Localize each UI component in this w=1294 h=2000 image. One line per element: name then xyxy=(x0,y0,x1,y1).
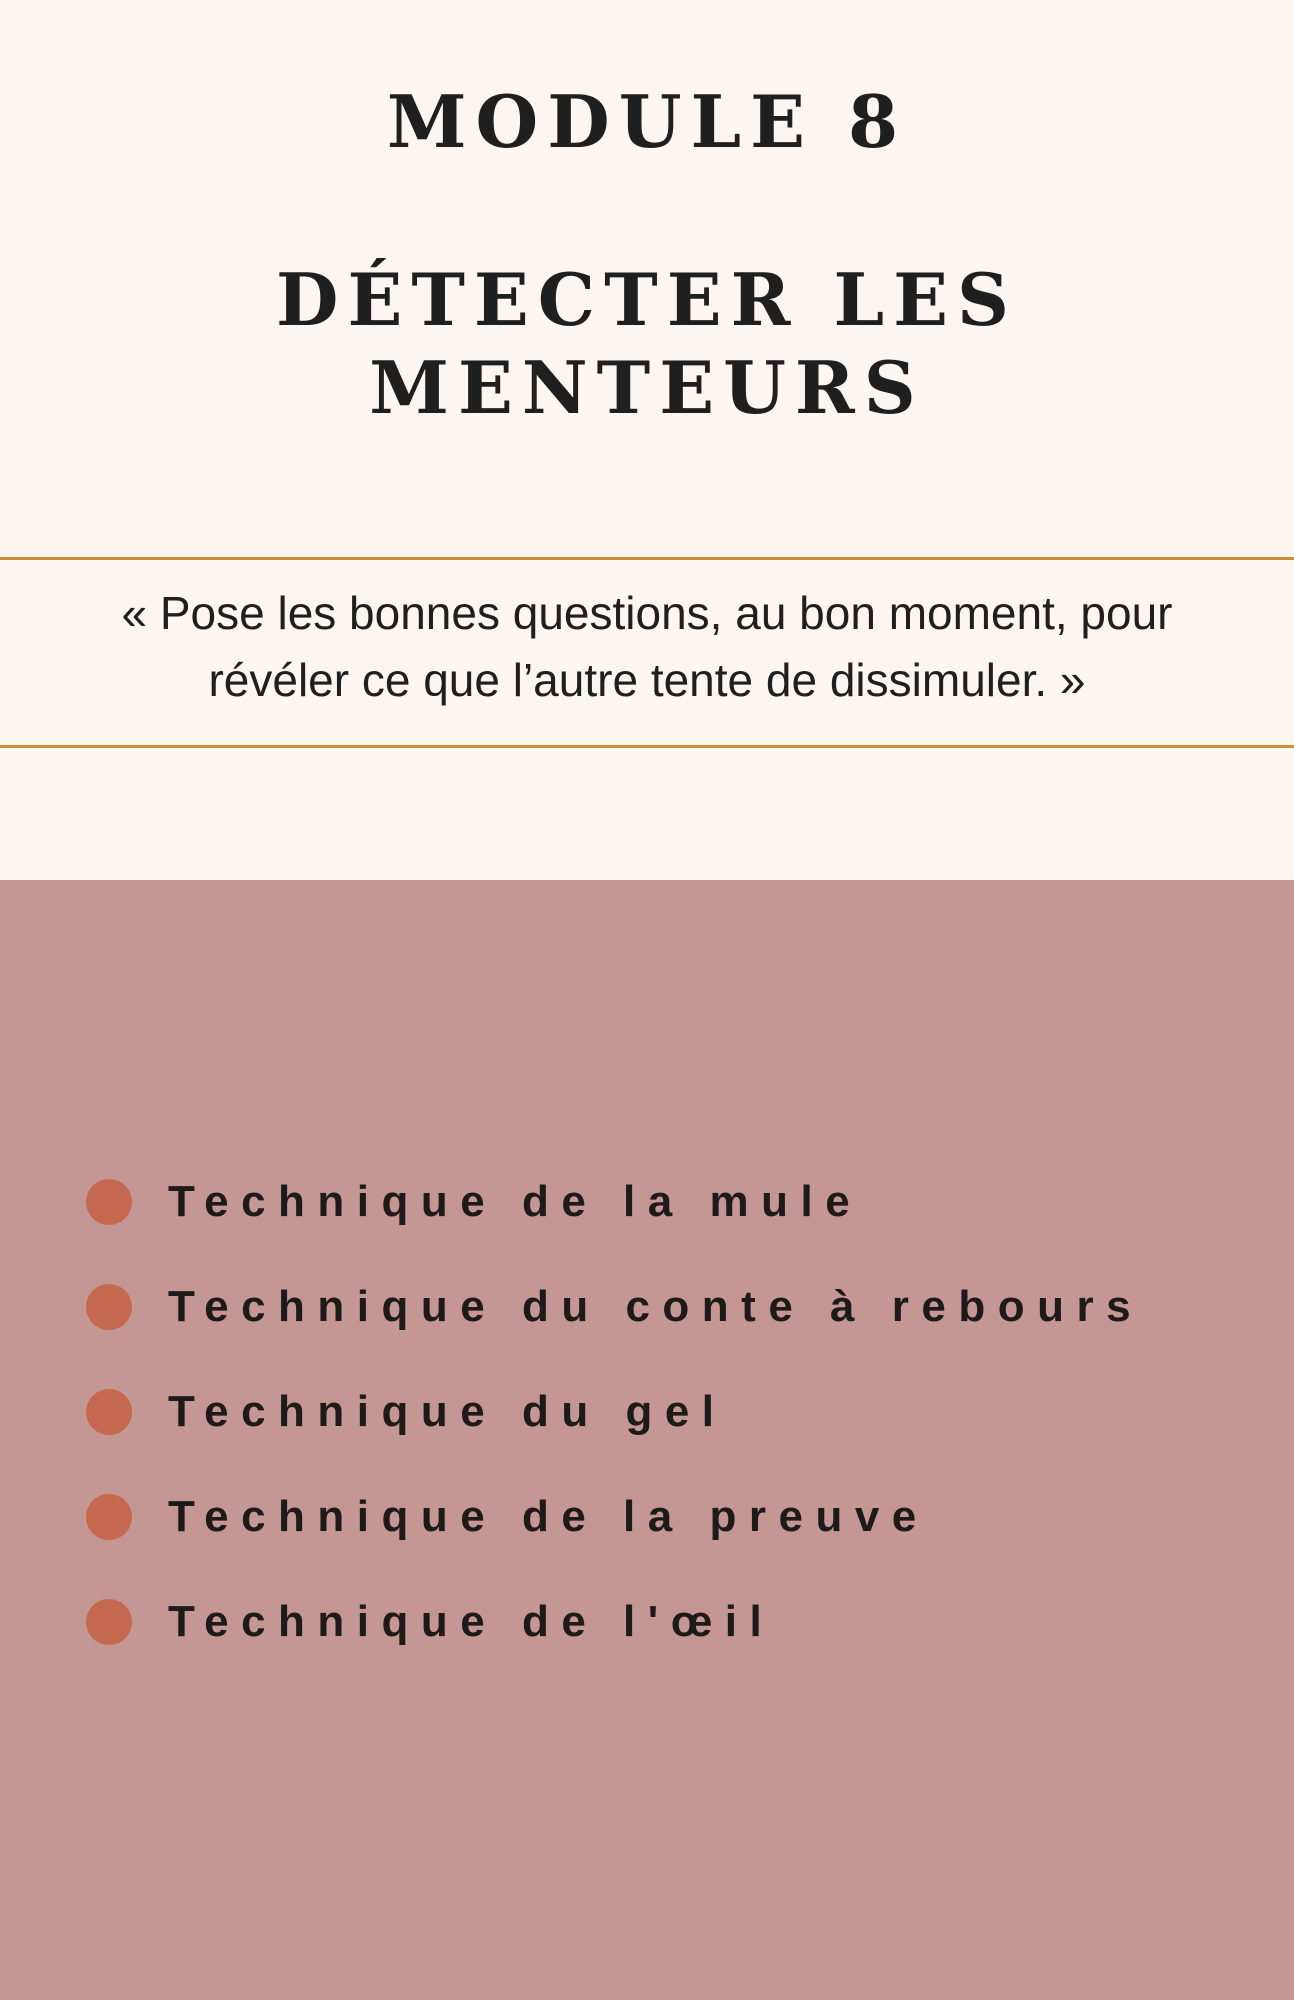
divider-top xyxy=(0,557,1294,560)
bullet-icon xyxy=(86,1389,132,1435)
list-item xyxy=(86,1172,862,1232)
list-item xyxy=(86,1592,774,1652)
techniques-section xyxy=(0,880,1294,2000)
quote xyxy=(40,580,1254,714)
module-label: MODULE 8 xyxy=(386,79,908,164)
technique-label: Technique du gel xyxy=(168,1387,727,1436)
divider-bottom xyxy=(0,745,1294,748)
quote-line-2: révéler ce que l’autre tente de dissimuler. » xyxy=(208,654,1086,706)
technique-label: Technique du conte à rebours xyxy=(168,1282,1144,1331)
bullet-icon xyxy=(86,1284,132,1330)
quote-line-1: « Pose les bonnes questions, au bon moment, pour xyxy=(121,587,1173,639)
bullet-icon xyxy=(86,1179,132,1225)
bullet-icon xyxy=(86,1599,132,1645)
list-item xyxy=(86,1382,727,1442)
technique-label: Technique de la mule xyxy=(168,1177,863,1226)
page-title xyxy=(0,256,1294,432)
bullet-icon xyxy=(86,1494,132,1540)
technique-label: Technique de l'œil xyxy=(168,1597,775,1646)
list-item xyxy=(86,1487,929,1547)
technique-label: Technique de la preuve xyxy=(168,1492,929,1541)
title-line-1: DÉTECTER LES xyxy=(276,257,1018,342)
header-section xyxy=(0,0,1294,880)
title-line-2: MENTEURS xyxy=(369,345,925,430)
list-item xyxy=(86,1277,1143,1337)
